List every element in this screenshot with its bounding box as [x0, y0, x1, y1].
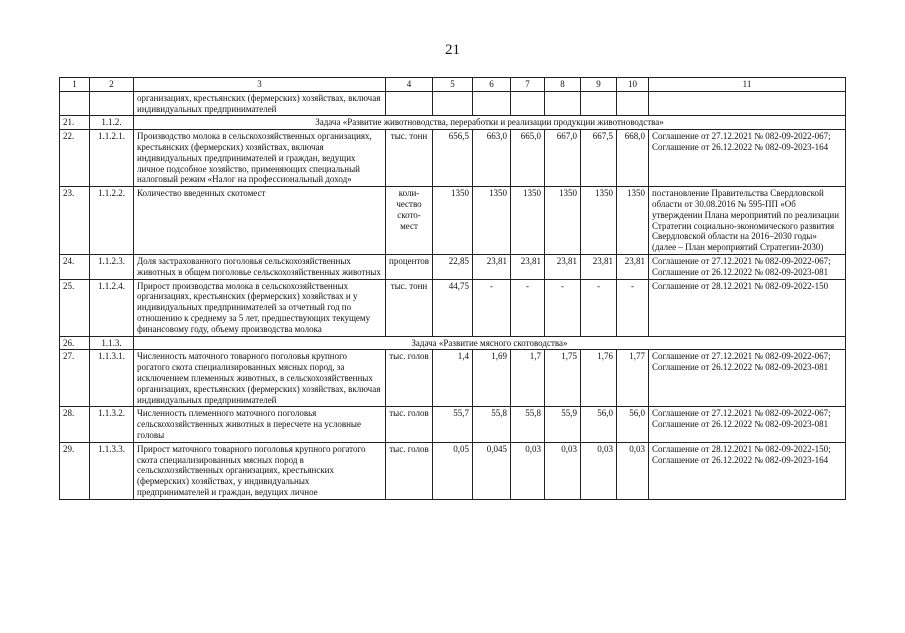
table-cell: 5 [433, 78, 473, 92]
table-cell: 1350 [433, 187, 473, 255]
table-cell [545, 91, 581, 116]
table-cell [617, 91, 649, 116]
table-cell: организациях, крестьянских (фермерских) хозяйствах, включая индивидуальных предпринимателей [134, 91, 386, 116]
table-cell [433, 91, 473, 116]
table-cell: 23,81 [545, 254, 581, 279]
table-cell: 24. [60, 254, 90, 279]
table-cell: - [473, 279, 511, 336]
table-cell: 1.1.3.3. [90, 442, 134, 499]
table-cell: 0,03 [545, 442, 581, 499]
table-cell: 23,81 [511, 254, 545, 279]
table-cell: Численность племенного маточного поголовья сельскохозяйственных животных в пересчете на условные головы [134, 407, 386, 442]
table-cell: 55,8 [511, 407, 545, 442]
table-cell: 23. [60, 187, 90, 255]
table-row [60, 91, 846, 116]
table-cell: 0,05 [433, 442, 473, 499]
table-cell: Задача «Развитие животноводства, переработки и реализации продукции животноводства» [134, 116, 846, 130]
table-cell: Количество введенных скотомест [134, 187, 386, 255]
table-cell: 1,76 [581, 350, 617, 407]
table-cell: Соглашение от 27.12.2021 № 082-09-2022-067; Соглашение от 26.12.2022 № 082-09-2023-081 [649, 254, 846, 279]
table-cell: 0,03 [511, 442, 545, 499]
table-cell [581, 91, 617, 116]
table-cell: 2 [90, 78, 134, 92]
table-cell: Прирост производства молока в сельскохозяйственных организациях, крестьянских (фермерских) хозяйствах и у индивидуальных предпринимателей за отчетный год по отношению к среднему за 5 лет, предшествующих текущему финансовому году, объему производства молока [134, 279, 386, 336]
table-cell: 1.1.2.2. [90, 187, 134, 255]
table-row [60, 254, 846, 279]
table-cell: 1.1.2.1. [90, 130, 134, 187]
table-cell: - [545, 279, 581, 336]
table-cell: - [581, 279, 617, 336]
table-row [60, 279, 846, 336]
table-cell: Соглашение от 27.12.2021 № 082-09-2022-067; Соглашение от 26.12.2022 № 082-09-2023-164 [649, 130, 846, 187]
table-cell: Соглашение от 27.12.2021 № 082-09-2022-067; Соглашение от 26.12.2022 № 082-09-2023-081 [649, 350, 846, 407]
table-row [60, 116, 846, 130]
table-cell: 1,4 [433, 350, 473, 407]
table-cell: 22,85 [433, 254, 473, 279]
table-cell: 25. [60, 279, 90, 336]
table-row [60, 407, 846, 442]
table-cell [473, 91, 511, 116]
table-cell: 44,75 [433, 279, 473, 336]
table-cell: тыс. голов [386, 442, 433, 499]
table-cell: 0,03 [581, 442, 617, 499]
table-cell: 0,03 [617, 442, 649, 499]
table-cell: 23,81 [581, 254, 617, 279]
table-cell: Соглашение от 28.12.2021 № 082-09-2022-150 [649, 279, 846, 336]
table-cell: 29. [60, 442, 90, 499]
table-cell: 1.1.3.1. [90, 350, 134, 407]
table-cell: 9 [581, 78, 617, 92]
table-cell: процентов [386, 254, 433, 279]
table-row [60, 350, 846, 407]
table-cell: 663,0 [473, 130, 511, 187]
table-cell: 3 [134, 78, 386, 92]
table-cell: 27. [60, 350, 90, 407]
table-cell: 21. [60, 116, 90, 130]
table-cell: 1,7 [511, 350, 545, 407]
table-cell: 1.1.3.2. [90, 407, 134, 442]
table-cell: 7 [511, 78, 545, 92]
table-cell: 55,9 [545, 407, 581, 442]
table-cell: Соглашение от 28.12.2021 № 082-09-2022-150; Соглашение от 26.12.2022 № 082-09-2023-164 [649, 442, 846, 499]
table-cell: 667,5 [581, 130, 617, 187]
table-cell: Прирост маточного товарного поголовья крупного рогатого скота специализированных мясных пород в сельскохозяйственных организациях, крестьянских (фермерских) хозяйствах, у индивидуальных предпринимателей и граждан, ведущих личное [134, 442, 386, 499]
table-cell [386, 91, 433, 116]
table-cell: 1,69 [473, 350, 511, 407]
table-cell: 10 [617, 78, 649, 92]
table-cell: 1350 [545, 187, 581, 255]
table-cell: 56,0 [581, 407, 617, 442]
table-cell: 55,8 [473, 407, 511, 442]
table-cell: 1,75 [545, 350, 581, 407]
table-row [60, 130, 846, 187]
table-cell: 1350 [473, 187, 511, 255]
table-cell: Соглашение от 27.12.2021 № 082-09-2022-067; Соглашение от 26.12.2022 № 082-09-2023-081 [649, 407, 846, 442]
table-cell: 656,5 [433, 130, 473, 187]
table-cell: 4 [386, 78, 433, 92]
table-cell: тыс. тонн [386, 279, 433, 336]
table-cell: тыс. голов [386, 407, 433, 442]
table-cell: тыс. голов [386, 350, 433, 407]
table-cell: 55,7 [433, 407, 473, 442]
indicators-table [59, 77, 846, 500]
table-cell: 668,0 [617, 130, 649, 187]
table-cell: постановление Правительства Свердловской области от 30.08.2016 № 595-ПП «Об утверждении Плана мероприятий по реализации Стратегии социально-экономического развития Свердловской области на 2016–2030 годы» (далее – План мероприятий Стратегии-2030) [649, 187, 846, 255]
table-cell: 11 [649, 78, 846, 92]
table-cell: тыс. тонн [386, 130, 433, 187]
table-cell: 26. [60, 336, 90, 350]
table-cell: 1350 [511, 187, 545, 255]
table-cell: 667,0 [545, 130, 581, 187]
table-cell [649, 91, 846, 116]
table-cell: 1350 [617, 187, 649, 255]
table-cell: 23,81 [473, 254, 511, 279]
table-row [60, 442, 846, 499]
table-cell [511, 91, 545, 116]
table-row [60, 187, 846, 255]
table-cell: 6 [473, 78, 511, 92]
table-cell: Задача «Развитие мясного скотоводства» [134, 336, 846, 350]
header-row [60, 78, 846, 92]
table-cell: 665,0 [511, 130, 545, 187]
table-cell: коли-чество ското-мест [386, 187, 433, 255]
table-cell: 23,81 [617, 254, 649, 279]
table-cell: 8 [545, 78, 581, 92]
table-row [60, 336, 846, 350]
table-cell: 1,77 [617, 350, 649, 407]
table-cell: 0,045 [473, 442, 511, 499]
table-cell: 22. [60, 130, 90, 187]
table-cell: 1.1.2.4. [90, 279, 134, 336]
table-cell: 1.1.2. [90, 116, 134, 130]
table-cell: 28. [60, 407, 90, 442]
table-cell: Производство молока в сельскохозяйственных организациях, крестьянских (фермерских) хозяйствах, включая индивидуальных предпринимателей и граждан, ведущих личное подсобное хозяйство, применяющих специальный налоговый режим «Налог на профессиональный доход» [134, 130, 386, 187]
table-cell: 1.1.2.3. [90, 254, 134, 279]
page-number: 21 [445, 42, 460, 58]
table-cell: - [617, 279, 649, 336]
table-cell: 1 [60, 78, 90, 92]
table-cell: Численность маточного товарного поголовья крупного рогатого скота специализированных мясных пород, за исключением племенных животных, в сельскохозяйственных организациях, крестьянских (фермерских) хозяйствах, включая индивидуальных предпринимателей [134, 350, 386, 407]
table-cell [60, 91, 90, 116]
table-cell [90, 91, 134, 116]
table-cell: 1350 [581, 187, 617, 255]
table-cell: - [511, 279, 545, 336]
table-cell: 56,0 [617, 407, 649, 442]
table-cell: 1.1.3. [90, 336, 134, 350]
table-cell: Доля застрахованного поголовья сельскохозяйственных животных в общем поголовье сельскохозяйственных животных [134, 254, 386, 279]
